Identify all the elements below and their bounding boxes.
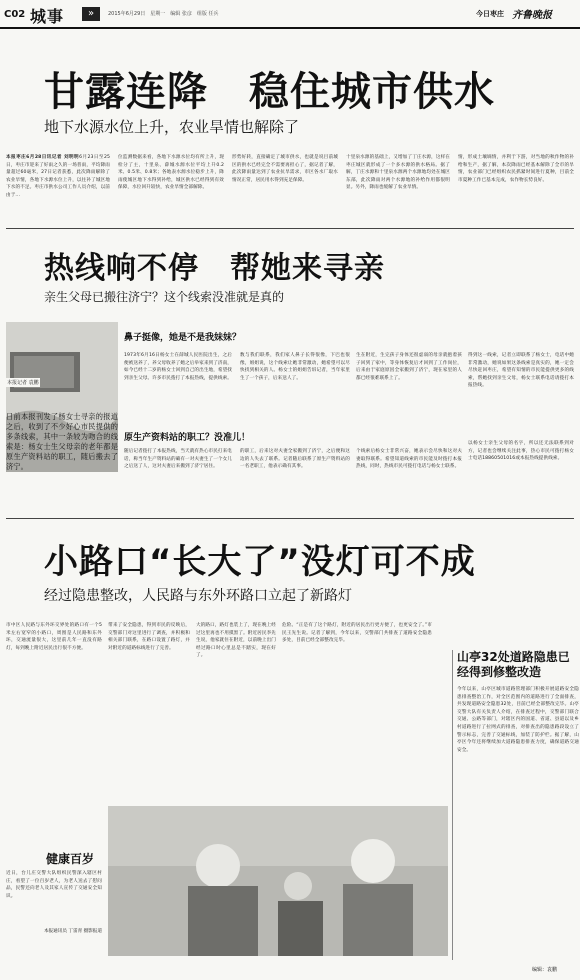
headline-find-family: 热线响不停 帮她来寻亲 bbox=[44, 251, 385, 286]
feature-caption: 近日，台儿庄交警大队组织民警深入辖区村庄，看望了一位百岁老人，为老人送去了慰问品，民警还向老人及其家人宣传了交通安全知识。 bbox=[6, 871, 102, 899]
subhead-find-family: 亲生父母已搬往济宁？这个线索没准就是真的 bbox=[44, 290, 285, 304]
header-rule bbox=[0, 27, 580, 29]
masthead: 今日枣庄 bbox=[476, 10, 504, 18]
intro-text: 日前本报刊发了杨女士寻亲的报道之后，收到了不少好心市民提供的多条线索，其中一条较为吻合的线索是：杨女士生父母亲的老年都是原生产资料站的职工，随后搬去了济宁。 bbox=[6, 412, 118, 471]
story3-col3: 大的路口，路灯也装上了，现在晚上经过这里再也不用摸黑了。附近居民李先生说，他家就住在附近，以前晚上出门经过路口时心里总是不踏实，现在好了。 bbox=[196, 623, 276, 659]
chevron-icon: » bbox=[82, 7, 100, 21]
story3-col2: 带来了安全隐患，得到市民的反映后，交警部门对这里进行了调查，并积极和相关部门联系，在路口设置了路灯，并对附近的道路标线进行了完善。 bbox=[108, 623, 190, 651]
sidebar-box bbox=[452, 650, 579, 960]
section-title: 城事 bbox=[30, 7, 65, 26]
sidebar-text: 今年以来，山亭区城市道路管理部门积极开展道路安全隐患排查整治工作，对全区范围内的道路进行了全面排查，共发现道路安全隐患32处，目前已经全部整改完毕。山亭交警大队有关负责人介绍，在排查过程中，交警部门联合交通、公路等部门，对辖区内的国道、省道、县道以及乡村道路进行了拉网式的排查，对排查出的隐患路段设立了警示标志，完善了交通标线，加装了防护栏。据了解，山亭区今年还将继续加大道路隐患排查力度，确保道路交通安全。 bbox=[457, 687, 579, 753]
story1-col2: 位监测数据来看，各地下水源水位均有所上升，现检分了主，十里泉、薛城水源水位平均上升0.2米、0.5米、0.8米；各地表水源水位稳步上升，降雨使城区地下水得到补给，城区供水已经得到有效保障，水位回升较快，农业旱情全部解除。 bbox=[118, 155, 224, 191]
byline bbox=[6, 154, 110, 224]
feature-title: 健康百岁 bbox=[46, 852, 95, 866]
editor-credit: 编辑：袁鹏 bbox=[532, 967, 558, 973]
feature-photo bbox=[108, 806, 448, 956]
subhead-street-light: 经过隐患整改，人民路与东外环路口立起了新路灯 bbox=[44, 588, 352, 604]
sidebar-title: 山亭32处道路隐患已经得到修整改造 bbox=[457, 650, 570, 679]
masthead-logo: 齐鲁晚报 bbox=[512, 10, 552, 21]
divider bbox=[6, 228, 574, 229]
story2-col4: 得到这一线索，记者立即联系了杨女士，电话中她非常激动，她说如果这条线索是真实的，她一定会尽快赶回枣庄，希望有知情的市民能提供更多的线索，帮她找到亲生父母，杨女士联系电话请拨打本报热线。 bbox=[468, 353, 574, 389]
feature-photo-svg bbox=[108, 806, 448, 956]
divider bbox=[6, 518, 574, 519]
headline-water-supply: 甘露连降 稳住城市供水 bbox=[44, 69, 495, 115]
story3-col4: 危险。“正是有了这个路灯，附近的居民出行更方便了，也更安全了。”市民王先生说。记者了解到，今年以来，交警部门共排查了道路安全隐患多处，目前已经全部整改完毕。 bbox=[282, 623, 432, 644]
photo-caption: 本报记者 袁鹏 bbox=[7, 380, 39, 386]
story2-col2: 数与我们联系，我们家人鼻子长得很像，下巴也很像，姐姐说，这个线索让她非常激动，她希望可以尽快找到相关的人。杨女士的姐姐告诉记者，当年家里生了一个孩子，后来送人了。 bbox=[240, 353, 350, 381]
subtitle-resemblance: 鼻子挺像，她是不是我妹妹？ bbox=[124, 333, 242, 343]
feature-credit: 本报通讯员 丁雷青 摄影报道 bbox=[43, 929, 102, 934]
story2-col7: 个线索后杨女士非常兴奋，她表示会尽快和这对夫妻取得联系。希望知道线索的市民能及时拨打本报热线，同时，热线市民可拨打电话与杨女士联系。 bbox=[356, 449, 462, 470]
subhead-water-supply: 地下水源水位上升，农业旱情也解除了 bbox=[44, 118, 300, 136]
subtitle-workers: 原生产资料站的职工？没准儿！ bbox=[124, 433, 251, 443]
page-number: C02 bbox=[4, 9, 26, 20]
story3-col1: 市中区人民路与东外环交界处的路口有一个5米左右宽窄的小路口，周围是人民路和东外环，交通流量很大，这里前几年一直没有路灯，每到晚上附近居民出行很不方便。 bbox=[6, 623, 102, 651]
byline-lead: 本报枣庄6月28日讯记者 刘明明 bbox=[6, 155, 80, 160]
story2-col5: 随后记者拨打了本报热线，当天就有热心市民打来电话，称当年生产资料站的确有一对夫妻生了一个女儿之后送了人，这对夫妻后来搬到了济宁居住。 bbox=[124, 449, 232, 470]
story1-col1: 6月23日至25日，枣庄市迎来了好雨之久的一场普雨，平均降雨量超过60毫米，27日记者获悉，此次降雨解除了农业旱情，各地下水源水位上升，以往补了城区地下水的不足。枣庄市供水公司工作人员介绍，以前由于... bbox=[6, 155, 110, 198]
story2-col3: 生在附近，生完孩子身体还很虚弱的母亲就抱着孩子回到了家中，等身体恢复后才回到了工作岗位，后来由于家庭原因全家搬到了济宁，现在家里的人都已经很难联系上了。 bbox=[356, 353, 462, 381]
story1-col5: 情，形成土壤墒情，并利于下游，对当地的秋作物的补给和生产，据了解，本次降雨已经基本解除了全市的旱情，农业部门已经组织农民抓紧时间进行夏种，目前全市夏种工作已基本完成，农作物长势良好。 bbox=[458, 155, 574, 183]
page-header bbox=[0, 0, 580, 30]
story2-col1: 1973年6月16日杨女士在薛城人民医院出生，之后便被送养了，养父母收养了她之后举家来到了济南，如今已经十二岁的杨女士回到自己的出生地，希望找到亲生父母。许多市民拨打了本报热线，提供线索。 bbox=[124, 353, 232, 381]
date-line: 2015年6月29日 星期一 编辑 张彦 组版 任兵 bbox=[108, 11, 219, 17]
story1-col4: 十里泉水源的基础上，又增加了丁庄水源，这样在枣庄城区就形成了一个多水源的供水格局。据了解，丁庄水源和十里泉水源两个水源地均处在城区东部，此次降雨对两个水源地的补给作用都很明显。另外，降雨也缓解了农业旱情。 bbox=[346, 155, 450, 191]
headline-street-light: 小路口“长大了”没灯可不成 bbox=[44, 542, 476, 582]
story1-col3: 形势好转，直接确定了城市供水，也就是说目前城区的供水已经完全不需要再担心了，据记者了解，此次降雨量达到了农业抗旱需求，市区各水厂取水情况正常，居民用水得到充足保障。 bbox=[232, 155, 338, 183]
story2-col8: 以杨女士亲生父母的名字，所以还无法联系到对方，记者也会继续关注此事，热心市民可拨打杨女士电话18860501016或本报热线提供线索。 bbox=[468, 441, 574, 462]
story2-col6: 的职工，后来这对夫妻全家搬到了济宁，之后便和这边的人失去了联系。记者随后联系了原生产资料站的一名老职工，他表示确有其事。 bbox=[240, 449, 350, 470]
